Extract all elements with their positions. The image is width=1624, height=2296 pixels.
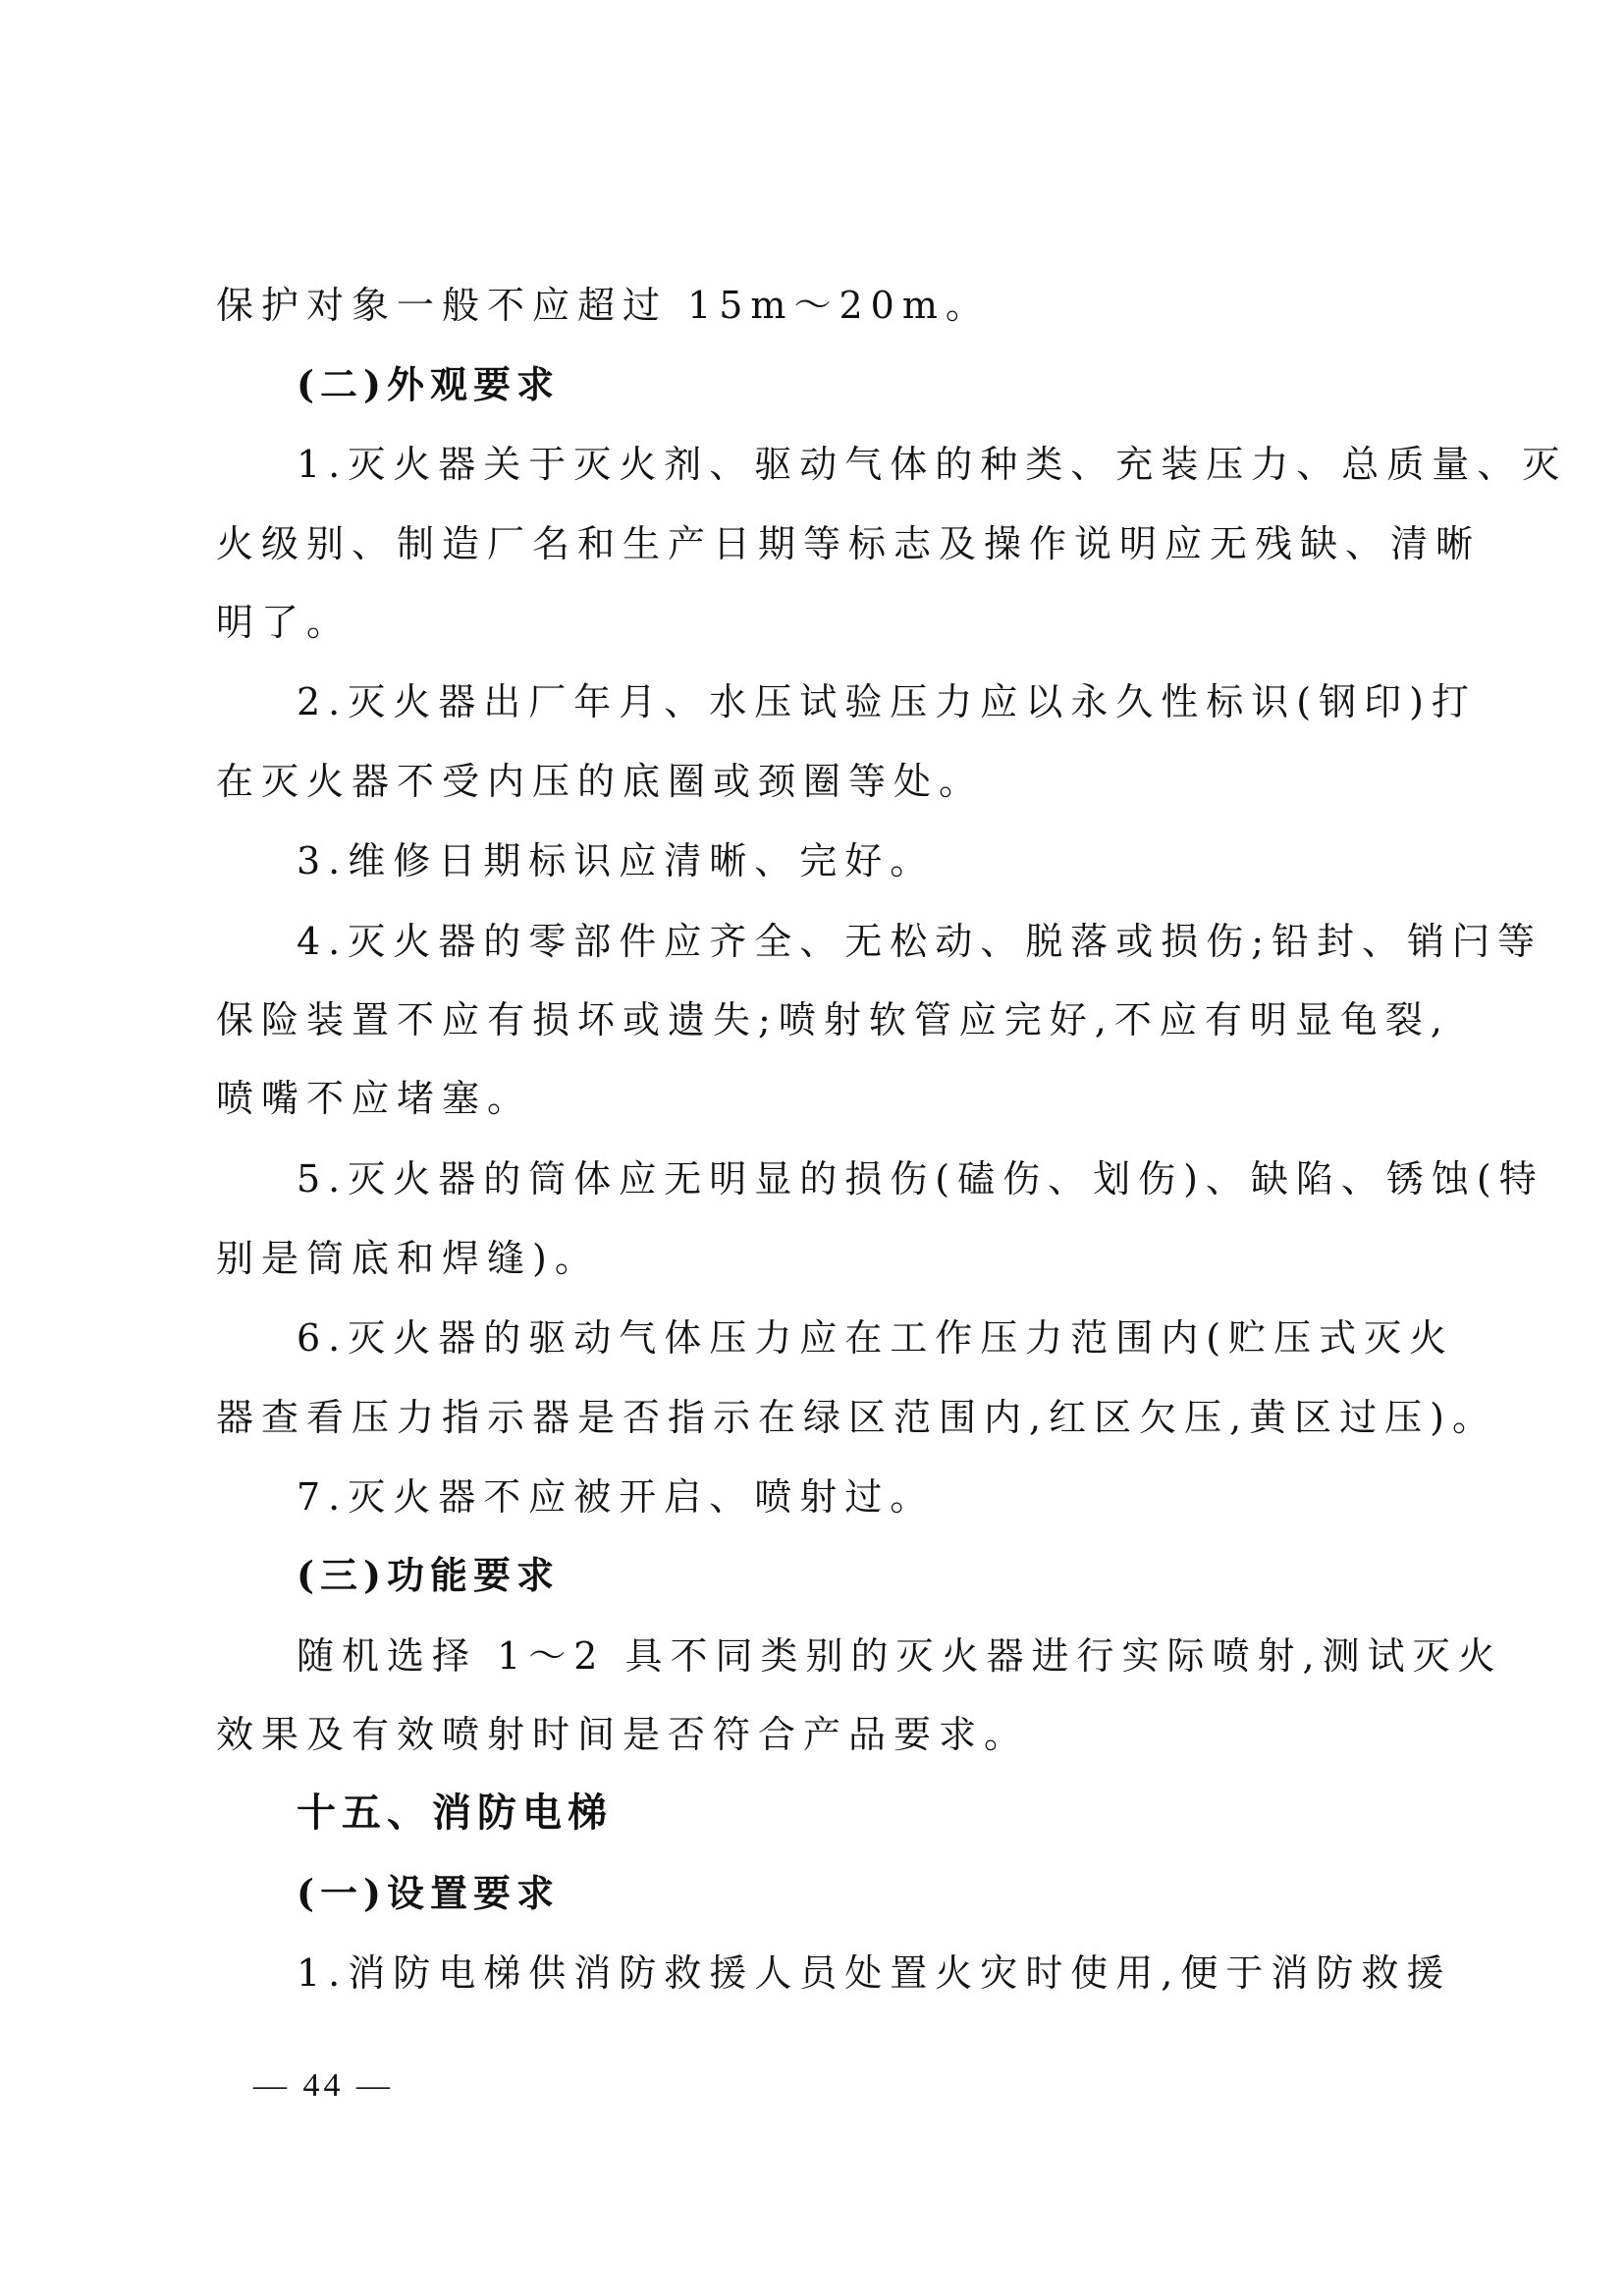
paragraph-line: 2.灭火器出厂年月、水压试验压力应以永久性标识(钢印)打 [297, 680, 1477, 723]
paragraph-line: 随机选择 1～2 具不同类别的灭火器进行实际喷射,测试灭火 [297, 1634, 1503, 1678]
chapter-heading-fire-elevator: 十五、消防电梯 [297, 1789, 613, 1836]
section-heading-setup: (一)设置要求 [297, 1871, 560, 1915]
paragraph-line: 器查看压力指示器是否指示在绿区范围内,红区欠压,黄区过压)。 [216, 1396, 1497, 1439]
paragraph-line: 别是筒底和焊缝)。 [216, 1237, 600, 1280]
section-heading-appearance: (二)外观要求 [297, 362, 560, 406]
paragraph-line: 6.灭火器的驱动气体压力应在工作压力范围内(贮压式灭火 [297, 1316, 1455, 1360]
paragraph-line: 在灭火器不受内压的底圈或颈圈等处。 [216, 760, 985, 803]
paragraph-line: 1.灭火器关于灭火剂、驱动气体的种类、充装压力、总质量、灭 [297, 443, 1568, 486]
section-heading-function: (三)功能要求 [297, 1553, 560, 1597]
paragraph-line: 5.灭火器的筒体应无明显的损伤(磕伤、划伤)、缺陷、锈蚀(特 [297, 1157, 1544, 1201]
page-number: — 44 — [253, 2067, 394, 2104]
paragraph-line: 保护对象一般不应超过 15m～20m。 [216, 284, 991, 327]
paragraph-line: 喷嘴不应堵塞。 [216, 1077, 533, 1120]
paragraph-line: 保险装置不应有损坏或遗失;喷射软管应完好,不应有明显龟裂, [216, 998, 1450, 1041]
paragraph-line: 7.灭火器不应被开启、喷射过。 [297, 1475, 936, 1519]
paragraph-line: 火级别、制造厂名和生产日期等标志及操作说明应无残缺、清晰 [216, 522, 1482, 565]
paragraph-line: 4.灭火器的零部件应齐全、无松动、脱落或损伤;铅封、销闩等 [297, 920, 1543, 963]
paragraph-line: 3.维修日期标识应清晰、完好。 [297, 839, 936, 882]
paragraph-line: 1.消防电梯供消防救援人员处置火灾时使用,便于消防救援 [297, 1951, 1452, 1995]
paragraph-line: 明了。 [216, 601, 352, 644]
paragraph-line: 效果及有效喷射时间是否符合产品要求。 [216, 1713, 1030, 1756]
